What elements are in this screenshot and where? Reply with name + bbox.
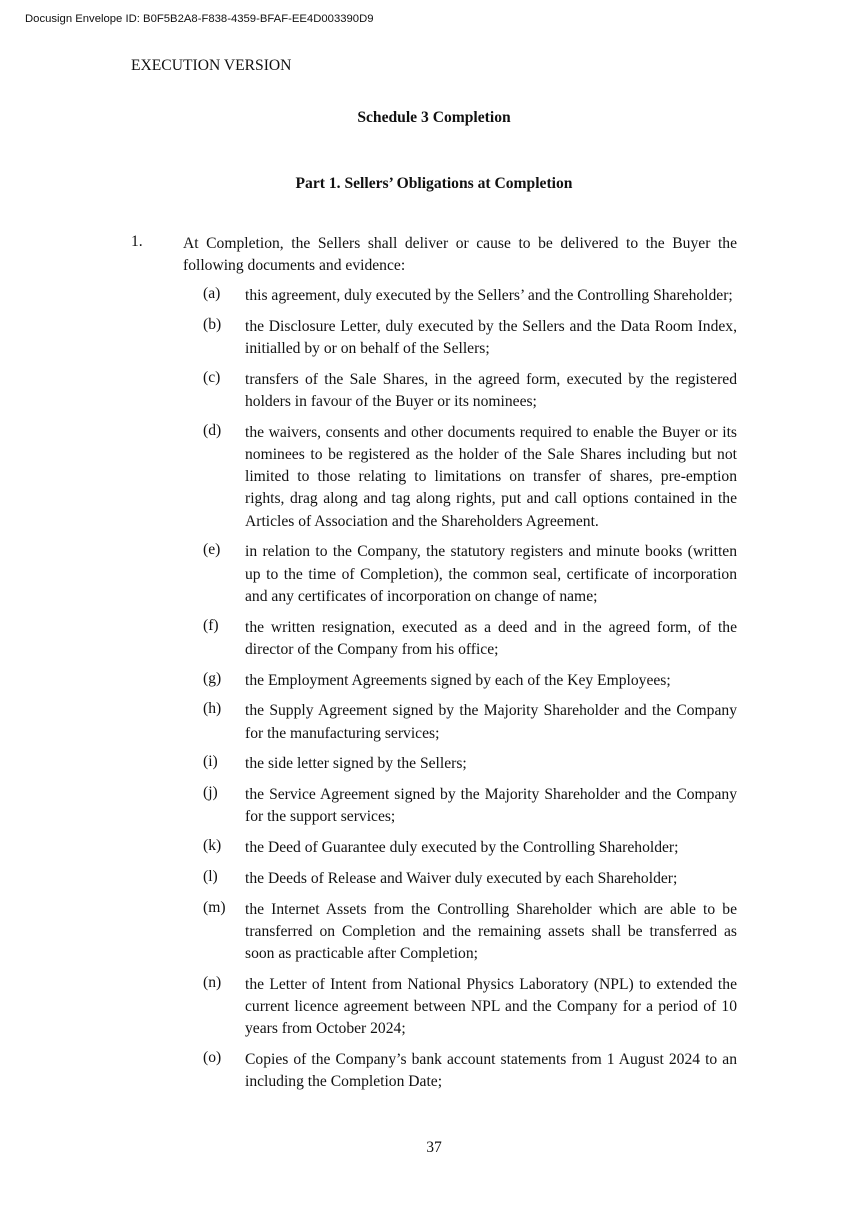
item-text: the waivers, consents and other documents required to enable the Buyer or its nominees to be registered as the holder of the Sale Shares including but not limited to those relating to limitations on transfer of shares, pre-emption rights, drag along and tag along rights, put and call options contained in the Articles of Association and the Shareholders Agreement. — [245, 423, 737, 530]
page-number: 37 — [426, 1139, 442, 1156]
item-label: (j) — [203, 784, 218, 802]
list-item — [203, 899, 737, 966]
item-label: (o) — [203, 1049, 222, 1067]
list-item — [203, 670, 737, 692]
deliverables-list — [203, 285, 737, 1102]
list-item — [203, 753, 737, 775]
item-text: transfers of the Sale Shares, in the agreed form, executed by the registered holders in favour of the Buyer or its nominees; — [245, 370, 737, 410]
list-item — [203, 541, 737, 608]
clause-text: At Completion, the Sellers shall deliver or cause to be delivered to the Buyer the following documents and evidence: — [183, 235, 737, 275]
item-label: (e) — [203, 541, 221, 559]
list-item — [203, 700, 737, 744]
list-item — [203, 316, 737, 360]
part-title: Part 1. Sellers’ Obligations at Completion — [295, 175, 573, 192]
item-label: (l) — [203, 868, 218, 885]
item-label: (k) — [203, 837, 222, 855]
item-text: the Letter of Intent from National Physics Laboratory (NPL) to extended the current licence agreement between NPL and the Company for a period of 10 years from October 2024; — [245, 976, 737, 1038]
item-text: in relation to the Company, the statutory registers and minute books (written up to the time of Completion), the common seal, certificate of incorporation and any certificates of incorporation on change of name; — [245, 543, 737, 605]
item-text: the Deeds of Release and Waiver duly executed by each Shareholder; — [245, 870, 678, 887]
item-text: Copies of the Company’s bank account statements from 1 August 2024 to an including the Completion Date; — [245, 1051, 737, 1091]
item-text: the written resignation, executed as a deed and in the agreed form, of the director of the Company from his office; — [245, 618, 737, 658]
item-text: the Service Agreement signed by the Majority Shareholder and the Company for the support services; — [245, 786, 737, 826]
item-label: (g) — [203, 669, 222, 687]
list-item — [203, 1049, 737, 1093]
clause-1 — [131, 233, 737, 277]
item-text: this agreement, duly executed by the Sellers’ and the Controlling Shareholder; — [245, 287, 733, 304]
item-text: the Deed of Guarantee duly executed by the Controlling Shareholder; — [245, 839, 679, 857]
item-label: (c) — [203, 368, 221, 386]
item-label: (a) — [203, 285, 221, 302]
list-item — [203, 837, 737, 859]
list-item — [203, 617, 737, 661]
item-text: the side letter signed by the Sellers; — [245, 755, 467, 773]
list-item — [203, 422, 737, 533]
item-text: the Disclosure Letter, duly executed by the Sellers and the Data Room Index, initialled by or on behalf of the Sellers; — [245, 317, 737, 357]
item-text: the Internet Assets from the Controlling Shareholder which are able to be transferred on Completion and the remaining assets shall be transferred as soon as practicable after Completion; — [245, 900, 737, 963]
list-item — [203, 369, 737, 413]
execution-version-header: EXECUTION VERSION — [131, 57, 292, 74]
item-label: (f) — [203, 616, 219, 634]
list-item — [203, 974, 737, 1041]
clause-number: 1. — [131, 233, 143, 250]
item-label: (n) — [203, 974, 222, 991]
item-text: the Employment Agreements signed by each of the Key Employees; — [245, 671, 671, 689]
item-label: (m) — [203, 898, 226, 916]
item-label: (d) — [203, 421, 222, 439]
docusign-envelope-id: Docusign Envelope ID: B0F5B2A8-F838-4359-BFAF-EE4D003390D9 — [25, 13, 374, 25]
list-item — [203, 784, 737, 828]
item-label: (b) — [203, 315, 222, 333]
item-label: (i) — [203, 753, 218, 771]
item-label: (h) — [203, 700, 222, 718]
schedule-title: Schedule 3 Completion — [357, 109, 511, 126]
list-item — [203, 868, 737, 890]
item-text: the Supply Agreement signed by the Majority Shareholder and the Company for the manufacturing services; — [245, 702, 737, 742]
list-item — [203, 285, 737, 307]
